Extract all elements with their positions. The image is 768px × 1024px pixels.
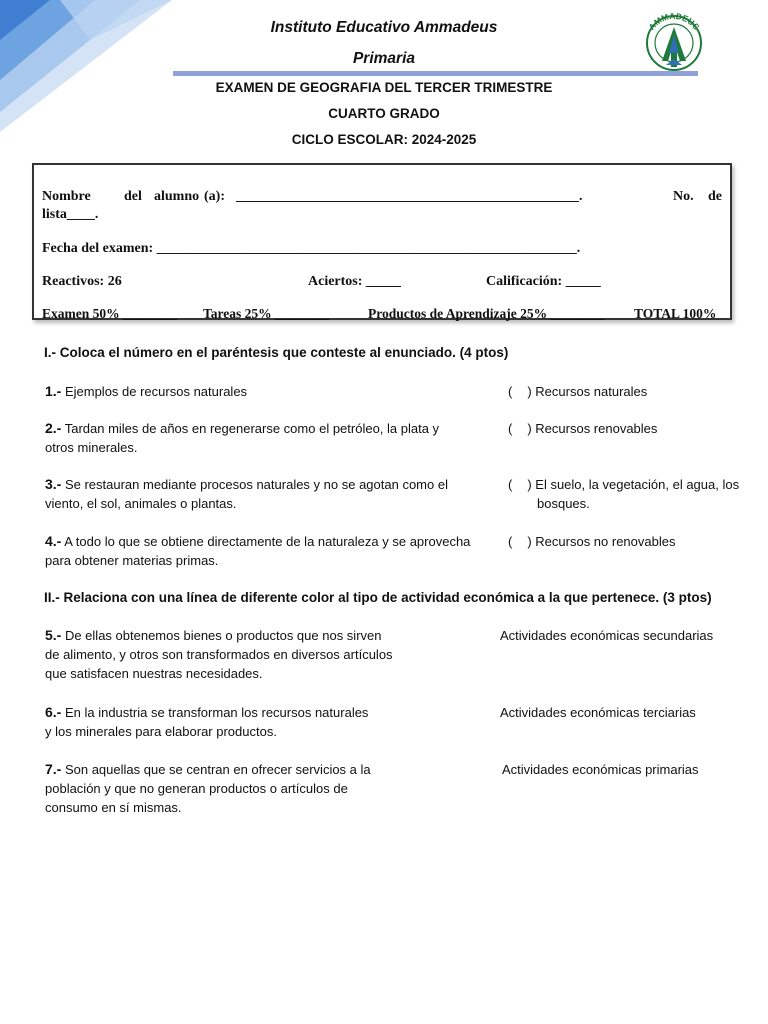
student-info-box <box>32 163 732 320</box>
tareas-weight: Tareas 25% ________ <box>203 306 330 321</box>
question-text: De ellas obtenemos bienes o productos que nos sirven <box>61 628 382 643</box>
question-5 <box>45 626 485 683</box>
question-text-2: y los minerales para elaborar productos. <box>45 724 277 739</box>
answer-paren[interactable]: ( <box>508 534 513 549</box>
productos-weight: Productos de Aprendizaje 25% ________ <box>368 306 605 321</box>
school-level: Primaria <box>352 50 416 67</box>
aciertos-field[interactable]: Aciertos: _____ <box>308 274 401 289</box>
question-number: 3.- <box>45 476 62 492</box>
question-4 <box>45 532 505 570</box>
option-text: ) Recursos no renovables <box>527 534 676 549</box>
section-1-title: I.- Coloca el número en el paréntesis que conteste al enunciado. (4 ptos) <box>44 345 509 360</box>
list-label-2: de <box>708 189 722 204</box>
question-text: Tardan miles de años en regenerarse como el petróleo, la plata y <box>61 421 440 436</box>
question-2 <box>45 419 505 457</box>
name-label-4: (a): <box>204 189 225 204</box>
answer-paren[interactable]: ( <box>508 421 513 436</box>
question-1 <box>45 382 505 401</box>
section-2-title: II.- Relaciona con una línea de diferente color al tipo de actividad económica a la que pertenece. (3 ptos) <box>44 590 712 605</box>
option-text: ) El suelo, la vegetación, el agua, los <box>527 477 740 492</box>
list-number-field[interactable]: lista____. <box>42 207 99 222</box>
question-number: 1.- <box>45 383 62 399</box>
school-logo <box>640 9 708 73</box>
question-text-2: población y que no generan productos o artículos de <box>45 781 348 796</box>
grade-label: CUARTO GRADO <box>328 106 440 121</box>
question-number: 2.- <box>45 420 62 436</box>
name-field[interactable]: _________________________________________________. <box>236 189 583 204</box>
exam-date-field[interactable]: Fecha del examen: ____________________________________________________________. <box>42 241 581 256</box>
examen-weight: Examen 50% ________ <box>42 306 177 321</box>
activity-terciarias[interactable]: Actividades económicas terciarias <box>500 705 696 720</box>
name-label: Nombre <box>42 189 91 204</box>
question-text: Se restauran mediante procesos naturales y no se agotan como el <box>61 477 448 492</box>
question-7 <box>45 760 485 817</box>
name-label-2: del <box>124 189 142 204</box>
option-2 <box>508 419 657 438</box>
option-3 <box>508 475 739 513</box>
question-text-3: consumo en sí mismas. <box>45 800 182 815</box>
question-text: Son aquellas que se centran en ofrecer servicios a la <box>61 762 371 777</box>
question-text: A todo lo que se obtiene directamente de la naturaleza y se aprovecha <box>61 534 471 549</box>
question-6 <box>45 703 485 741</box>
question-text-3: que satisfacen nuestras necesidades. <box>45 666 263 681</box>
option-text-2: bosques. <box>537 496 590 511</box>
question-number: 4.- <box>45 533 62 549</box>
list-label: No. <box>673 189 694 204</box>
question-number: 6.- <box>45 704 62 720</box>
question-number: 5.- <box>45 627 62 643</box>
question-text-2: viento, el sol, animales o plantas. <box>45 496 237 511</box>
logo-text: AMMADEUS <box>646 10 702 32</box>
name-label-3: alumno <box>154 189 200 204</box>
question-text: Ejemplos de recursos naturales <box>61 384 248 399</box>
activity-primarias[interactable]: Actividades económicas primarias <box>502 762 699 777</box>
question-text-2: para obtener materias primas. <box>45 553 219 568</box>
school-year: CICLO ESCOLAR: 2024-2025 <box>291 132 477 147</box>
option-text: ) Recursos renovables <box>527 421 658 436</box>
question-number: 7.- <box>45 761 62 777</box>
activity-secundarias[interactable]: Actividades económicas secundarias <box>500 628 714 643</box>
answer-paren[interactable]: ( <box>508 477 513 492</box>
question-text-2: de alimento, y otros son transformados en diversos artículos <box>45 647 393 662</box>
option-1 <box>508 382 647 401</box>
option-text: ) Recursos naturales <box>527 384 648 399</box>
question-3 <box>45 475 505 513</box>
question-text-2: otros minerales. <box>45 440 138 455</box>
option-4 <box>508 532 675 551</box>
question-text: En la industria se transforman los recursos naturales <box>61 705 369 720</box>
header-divider <box>173 71 698 76</box>
answer-paren[interactable]: ( <box>508 384 513 399</box>
exam-title: EXAMEN DE GEOGRAFIA DEL TERCER TRIMESTRE <box>215 80 553 95</box>
total-weight: TOTAL 100% <box>634 306 717 321</box>
calificacion-field[interactable]: Calificación: _____ <box>486 274 601 289</box>
school-name: Instituto Educativo Ammadeus <box>270 19 498 36</box>
reactivos-label: Reactivos: 26 <box>42 274 122 289</box>
